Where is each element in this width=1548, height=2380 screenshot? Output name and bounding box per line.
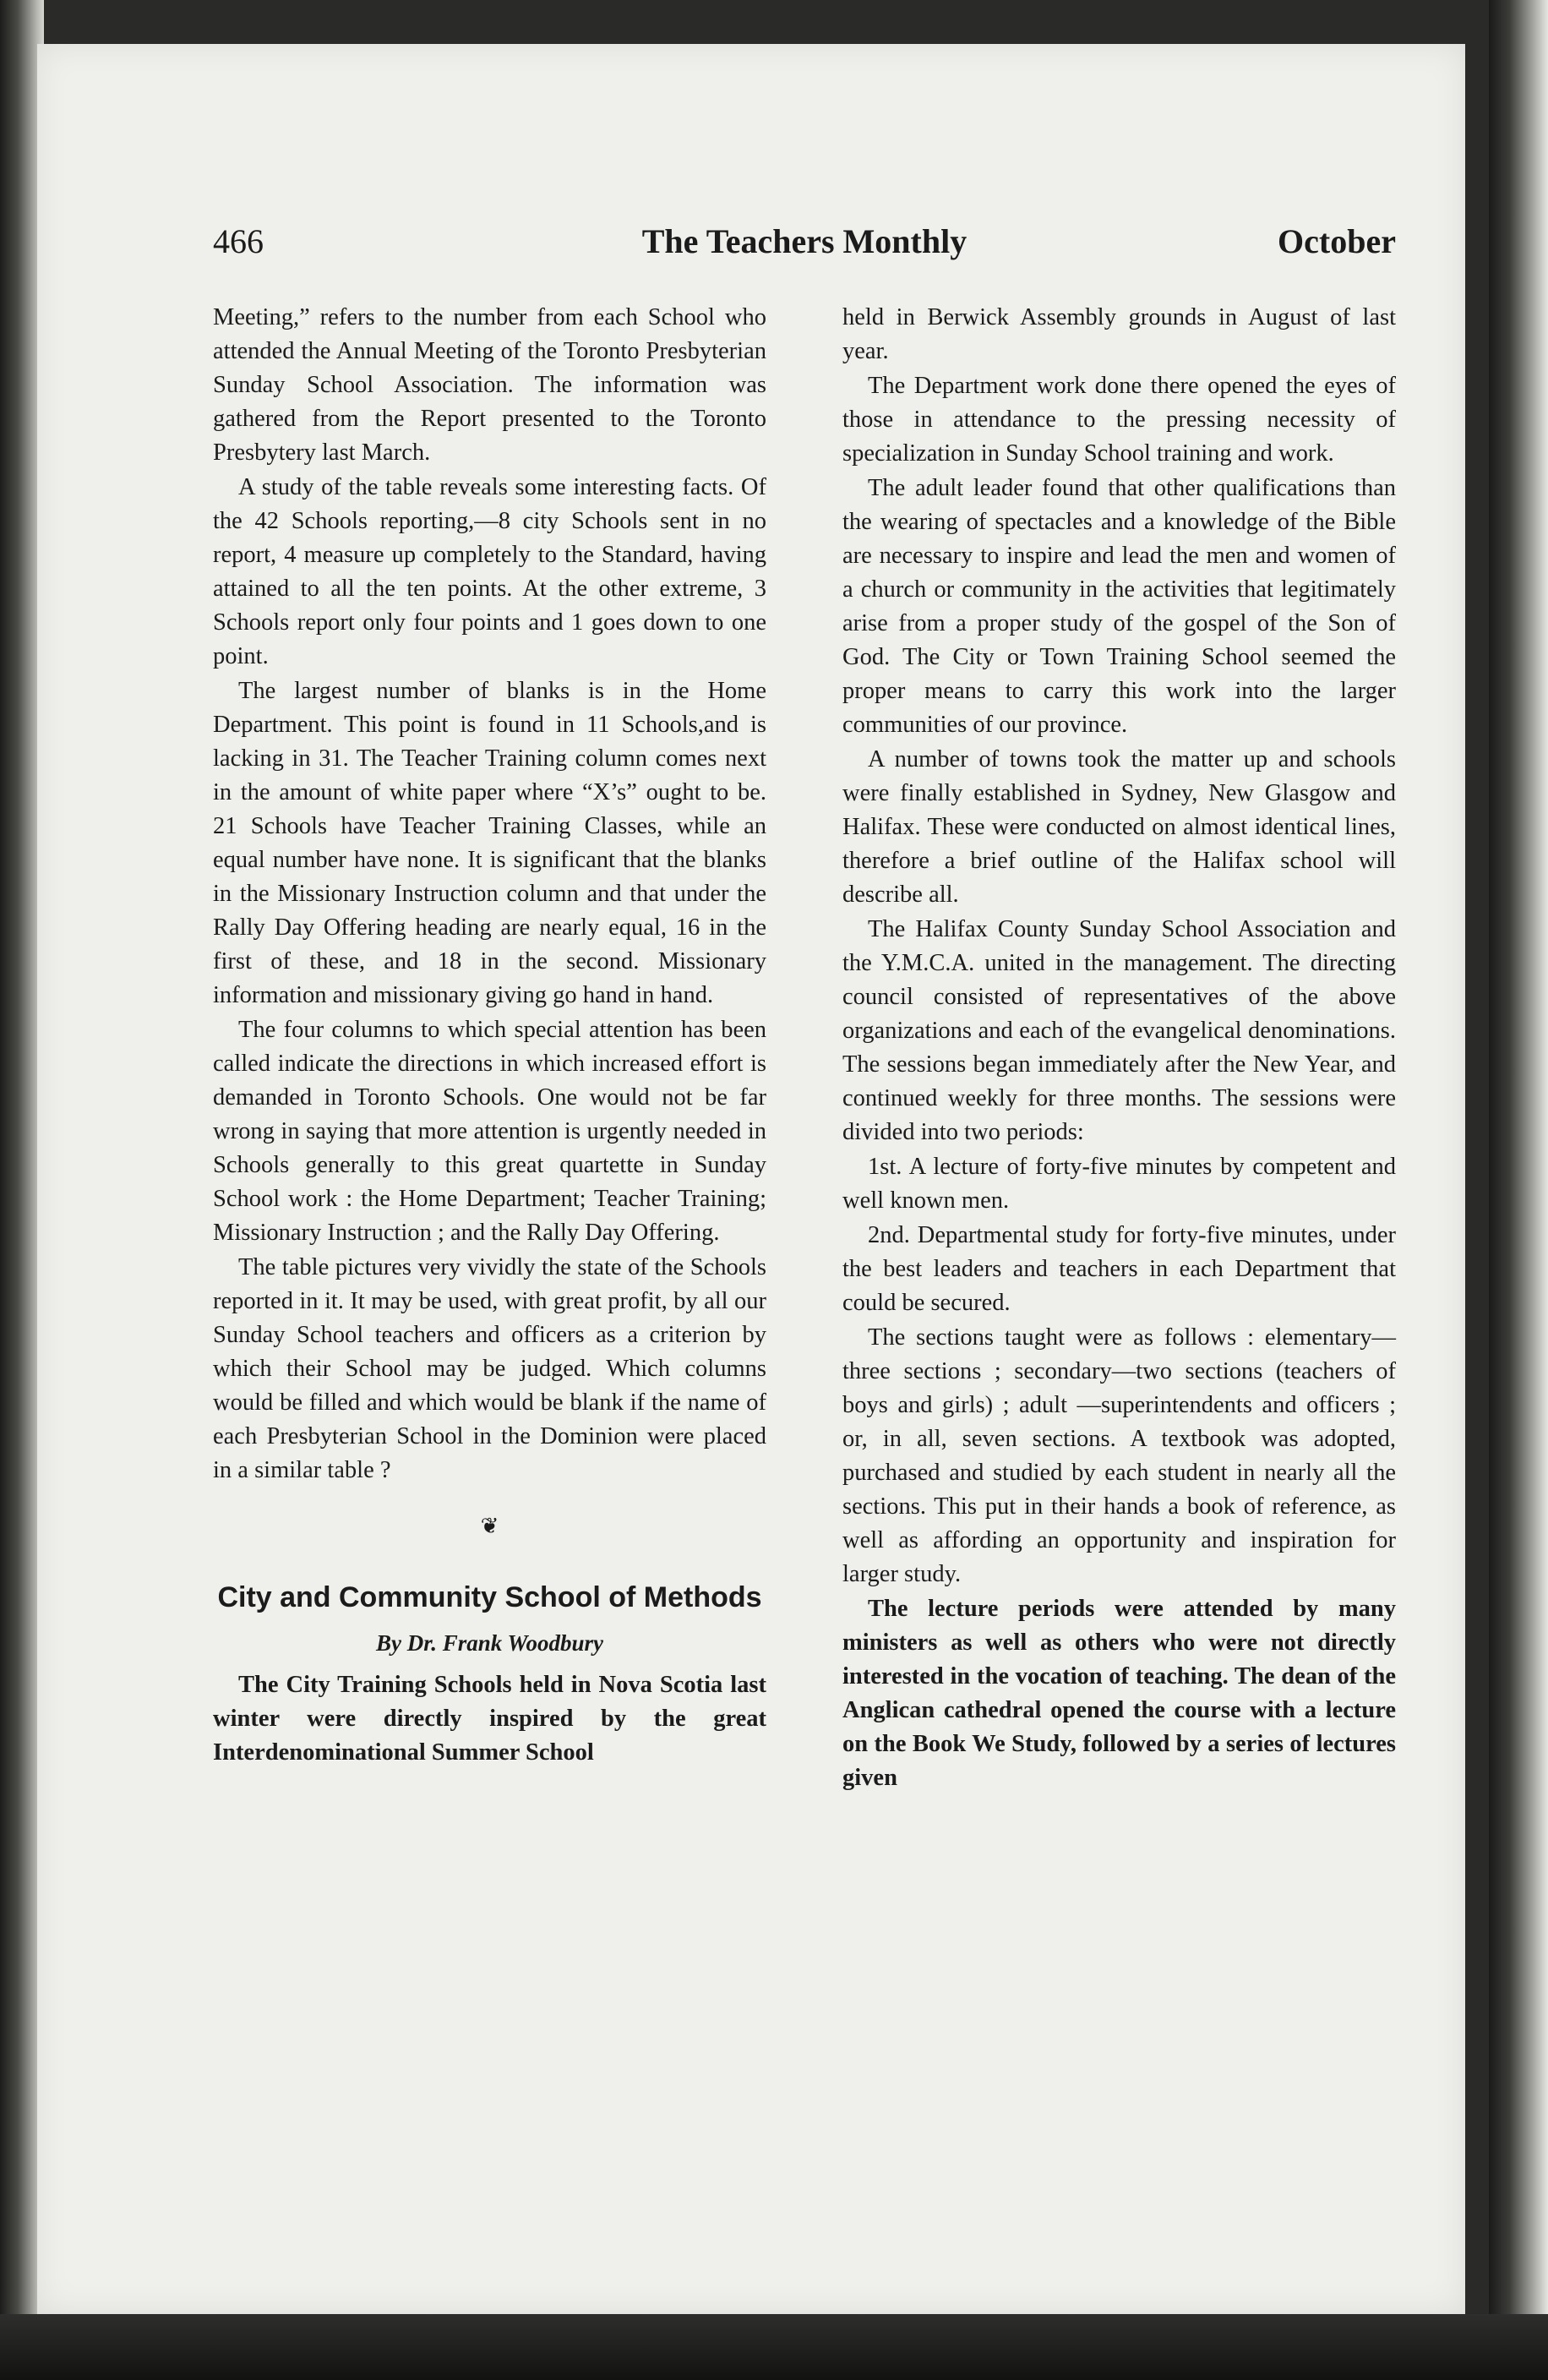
running-header xyxy=(213,221,1396,281)
scanned-page xyxy=(37,44,1465,2314)
paragraph: Meeting,” refers to the number from each School who attended the Annual Meeting of the Toronto Presbyterian Sunday School Association. The information was gathered from the Report presented to the Toronto Presbytery last March. xyxy=(213,304,766,466)
article-opening-paragraph: The City Training Schools held in Nova Scotia last winter were directly inspired by the great Interdenominational Summer School xyxy=(213,1672,766,1766)
paragraph: The adult leader found that other qualifications than the wearing of spectacles and a knowledge of the Bible are necessary to inspire and lead the men and women of a church or community in the activities that legitimately arise from a proper study of the gospel of the Son of God. The City or Town Training School seemed the proper means to carry this work into the larger communities of our province. xyxy=(842,475,1396,738)
paragraph: held in Berwick Assembly grounds in August of last year. xyxy=(842,304,1396,364)
journal-title: The Teachers Monthly xyxy=(641,222,968,260)
paragraph: The lecture periods were attended by many ministers as well as others who were not directly interested in the vocation of teaching. The dean of the Anglican cathedral opened the course with a lecture on the Book We Study, followed by a series of lectures given xyxy=(842,1596,1396,1791)
page-content xyxy=(213,221,1396,1791)
article-byline: By Dr. Frank Woodbury xyxy=(375,1630,604,1656)
paragraph: 2nd. Departmental study for forty-five minutes, under the best leaders and teachers in each Department that could be secured. xyxy=(842,1222,1396,1316)
article-title: City and Community School of Methods xyxy=(217,1581,762,1613)
paragraph: The Halifax County Sunday School Association and the Y.M.C.A. united in the management. The directing council consisted of representatives of the above organizations and each of the evangelical denominations. The sessions began immediately after the New Year, and continued weekly for three months. The sessions were divided into two periods: xyxy=(842,916,1396,1145)
paragraph: The sections taught were as follows : elementary—three sections ; secondary—two sections (teachers of boys and girls) ; adult —superintendents and officers ; or, in all, seven sections. A textbook was adopted, purchased and studied by each student in nearly all the sections. This put in their hands a book of reference, as well as affording an opportunity and inspiration for larger study. xyxy=(842,1324,1396,1587)
paragraph: A number of towns took the matter up and schools were finally established in Sydney, New Glasgow and Halifax. These were conducted on almost identical lines, therefore a brief outline of the Halifax school will describe all. xyxy=(842,746,1396,908)
right-column xyxy=(842,301,1396,1796)
paragraph: The largest number of blanks is in the Home Department. This point is found in 11 Schools,and is lacking in 31. The Teacher Training column comes next in the amount of white paper where “X’s” ought to be. 21 Schools have Teacher Training Classes, while an equal number have none. It is significant that the blanks in the Missionary Instruction column and that under the Rally Day Offering heading are nearly equal, 16 in the first of these, and 18 in the second. Missionary information and missionary giving go hand in hand. xyxy=(213,678,766,1008)
page-number: 466 xyxy=(213,222,264,260)
paragraph: The table pictures very vividly the state of the Schools reported in it. It may be used, with great profit, by all our Sunday School teachers and officers as a criterion by which their School may be judged. Which columns would be filled and which would be blank if the name of each Presbyterian School in the Dominion were placed in a similar table ? xyxy=(213,1254,766,1483)
left-column xyxy=(213,301,766,1771)
scan-right-edge xyxy=(1489,0,1548,2380)
section-ornament-icon: ❦ xyxy=(480,1514,499,1538)
paragraph: 1st. A lecture of forty-five minutes by competent and well known men. xyxy=(842,1154,1396,1214)
scan-bottom-edge xyxy=(0,2314,1548,2380)
issue-month: October xyxy=(1278,222,1396,260)
paragraph: The four columns to which special attention has been called indicate the directions in which increased effort is demanded in Toronto Schools. One would not be far wrong in saying that more attention is urgently needed in Schools generally to this great quartette in Sunday School work : the Home Department; Teacher Training; Missionary Instruction ; and the Rally Day Offering. xyxy=(213,1017,766,1246)
paragraph: A study of the table reveals some interesting facts. Of the 42 Schools reporting,—8 city Schools sent in no report, 4 measure up completely to the Standard, having attained to all the ten points. At the other extreme, 3 Schools report only four points and 1 goes down to one point. xyxy=(213,474,766,669)
paragraph: The Department work done there opened the eyes of those in attendance to the pressing necessity of specialization in Sunday School training and work. xyxy=(842,373,1396,467)
